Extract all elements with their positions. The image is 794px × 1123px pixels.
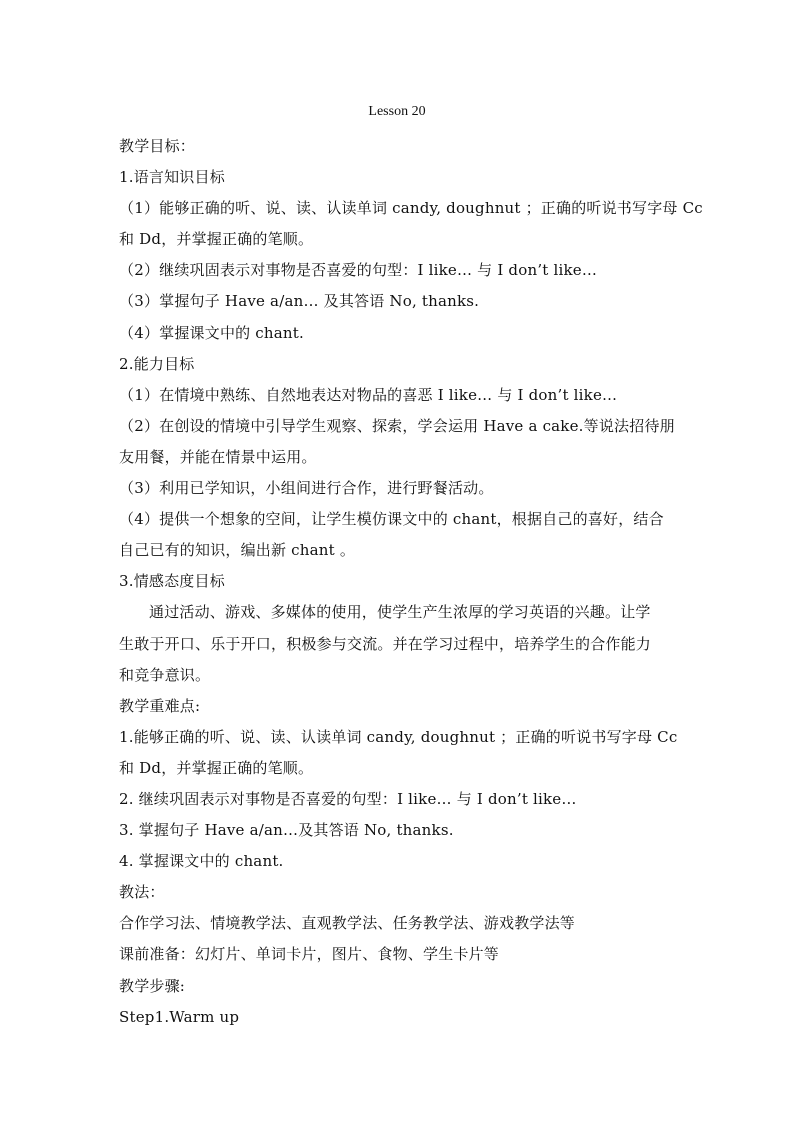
- paragraph-line: 2. 继续巩固表示对事物是否喜爱的句型：I like… 与 I don’t like…: [119, 789, 577, 808]
- lesson-title: Lesson 20: [368, 104, 426, 119]
- paragraph-line: （3）掌握句子 Have a/an… 及其答语 No, thanks.: [119, 292, 480, 311]
- step-heading: Step1.Warm up: [119, 1007, 240, 1026]
- paragraph-line: （2）继续巩固表示对事物是否喜爱的句型：I like… 与 I don’t like…: [119, 261, 598, 280]
- paragraph-line: 合作学习法、情境教学法、直观教学法、任务教学法、游戏教学法等: [119, 914, 576, 933]
- heading-teaching-methods: 教法：: [119, 883, 165, 902]
- paragraph-line: （4）提供一个想象的空间，让学生模仿课文中的 chant，根据自己的喜好，结合: [119, 510, 664, 529]
- paragraph-line: 生敢于开口、乐于开口，积极参与交流。并在学习过程中，培养学生的合作能力: [119, 634, 652, 653]
- paragraph-line: （2）在创设的情境中引导学生观察、探索，学会运用 Have a cake.等说法招待朋: [119, 416, 675, 435]
- subheading-emotional-objectives: 3.情感态度目标: [119, 572, 225, 591]
- paragraph-line: 和竞争意识。: [119, 665, 211, 684]
- paragraph-line: （1）在情境中熟练、自然地表达对物品的喜恶 I like… 与 I don’t like…: [119, 385, 618, 404]
- paragraph-line: （3）利用已学知识，小组间进行合作，进行野餐活动。: [119, 479, 494, 498]
- subheading-language-knowledge: 1.语言知识目标: [119, 168, 225, 187]
- paragraph-line: 4. 掌握课文中的 chant.: [119, 852, 284, 871]
- paragraph-line: （4）掌握课文中的 chant.: [119, 323, 304, 342]
- paragraph-line: 课前准备：幻灯片、单词卡片，图片、食物、学生卡片等: [119, 945, 500, 964]
- heading-teaching-objectives: 教学目标：: [119, 137, 196, 155]
- paragraph-line: 自己已有的知识，编出新 chant 。: [119, 541, 356, 560]
- paragraph-line: 1.能够正确的听、说、读、认读单词 candy, doughnut ；正确的听说书写字母 Cc: [119, 727, 678, 746]
- document-body: [119, 131, 703, 1033]
- paragraph-line: 通过活动、游戏、多媒体的使用，使学生产生浓厚的学习英语的兴趣。让学: [149, 603, 651, 622]
- paragraph-line: （1）能够正确的听、说、读、认读单词 candy, doughnut ；正确的听说书写字母 Cc: [119, 199, 703, 218]
- heading-teaching-steps: 教学步骤:: [119, 976, 186, 995]
- paragraph-line: 3. 掌握句子 Have a/an…及其答语 No, thanks.: [119, 821, 454, 840]
- paragraph-line: 友用餐，并能在情景中运用。: [119, 447, 317, 466]
- heading-key-points: 教学重难点:: [119, 696, 201, 715]
- paragraph-line: 和 Dd，并掌握正确的笔顺。: [119, 758, 314, 777]
- subheading-ability-objectives: 2.能力目标: [119, 354, 195, 373]
- paragraph-line: 和 Dd，并掌握正确的笔顺。: [119, 230, 314, 249]
